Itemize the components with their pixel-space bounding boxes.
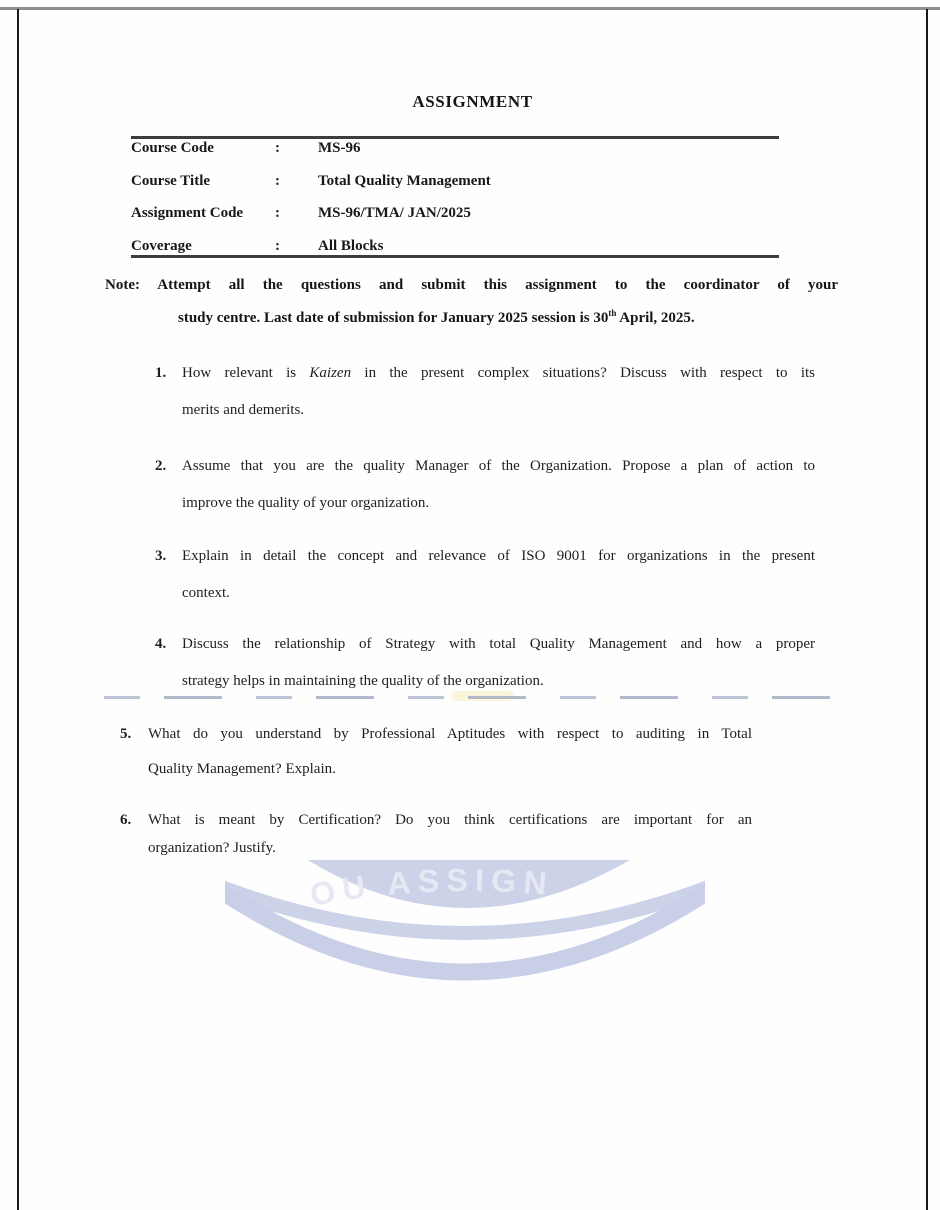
question-number: 1. (155, 365, 167, 381)
table-row (131, 140, 779, 162)
question-number: 6. (120, 812, 132, 828)
scan-seam-dashed-line (104, 696, 840, 699)
question-text-line: Quality Management? Explain. (148, 761, 336, 777)
table-row-value: All Blocks (318, 238, 384, 254)
question-text-italic: Kaizen (309, 365, 352, 381)
table-row-label: Course Title (131, 173, 211, 189)
question-5 (120, 717, 752, 787)
table-row (131, 205, 779, 227)
note-superscript: th (608, 308, 617, 318)
question-text-line: What do you understand by Professional Aptitudes with respect to auditing in Total (148, 726, 752, 742)
note-label: Note: (105, 277, 140, 293)
question-text-line: context. (182, 585, 230, 601)
question-text-line: Explain in detail the concept and relevance of ISO 9001 for organizations in the present (182, 548, 815, 564)
question-text-line: What is meant by Certification? Do you think certifications are important for an (148, 812, 752, 828)
table-row-separator: : (275, 238, 280, 254)
watermark-text: OU ASSIGN (307, 861, 556, 913)
question-4 (155, 626, 815, 700)
question-1 (155, 355, 815, 429)
table-row-value: MS-96/TMA/ JAN/2025 (318, 205, 471, 221)
table-rule-top (131, 136, 779, 139)
table-rule-bottom (131, 255, 779, 258)
question-number: 4. (155, 636, 167, 652)
note-text: Attempt all the questions and submit this assignment to the coordinator of your (157, 277, 838, 293)
question-number: 5. (120, 726, 132, 742)
question-3 (155, 538, 815, 612)
note-line (178, 299, 838, 332)
table-row-label: Assignment Code (131, 205, 244, 221)
table-row-separator: : (275, 140, 280, 156)
question-text-line: improve the quality of your organization. (182, 495, 430, 511)
question-text-line: organization? Justify. (148, 840, 276, 856)
question-text-line (182, 355, 815, 392)
question-number: 2. (155, 458, 167, 474)
table-row (131, 173, 779, 195)
question-text: How relevant is (182, 365, 310, 381)
note-paragraph (105, 271, 838, 332)
page-title: ASSIGNMENT (412, 92, 533, 111)
table-row-label: Coverage (131, 238, 192, 254)
question-2 (155, 448, 815, 522)
question-number: 3. (155, 548, 167, 564)
table-row-value: MS-96 (318, 140, 361, 156)
question-6 (120, 806, 752, 862)
note-line (105, 271, 838, 299)
question-text-line: Discuss the relationship of Strategy with total Quality Management and how a proper (182, 636, 815, 652)
table-row-separator: : (275, 205, 280, 221)
note-text: study centre. Last date of submission for January 2025 session is 30 (178, 310, 609, 326)
watermark-badge (225, 860, 705, 986)
table-row-label: Course Code (131, 140, 214, 156)
note-text: April, 2025. (616, 310, 695, 326)
table-row-separator: : (275, 173, 280, 189)
question-text-line: merits and demerits. (182, 402, 305, 418)
question-text: in the present complex situations? Discuss with respect to its (351, 365, 815, 381)
question-text-line: Assume that you are the quality Manager of the Organization. Propose a plan of action to (182, 458, 815, 474)
table-row-value: Total Quality Management (318, 173, 491, 189)
question-text-line: strategy helps in maintaining the quality of the organization. (182, 673, 544, 689)
